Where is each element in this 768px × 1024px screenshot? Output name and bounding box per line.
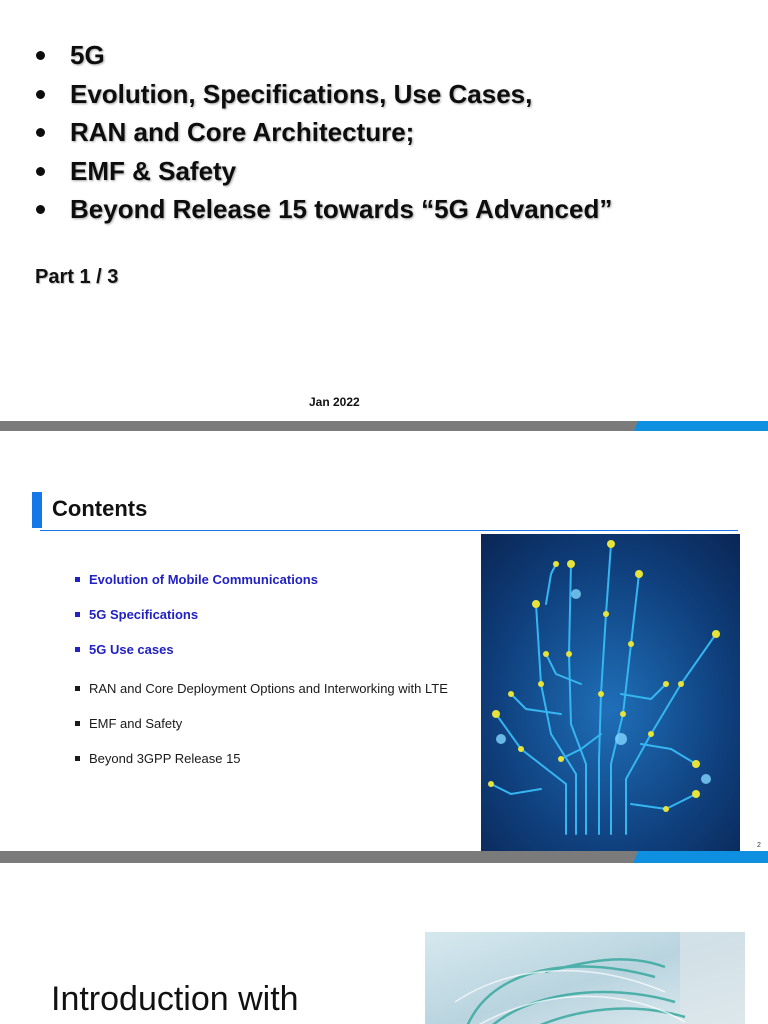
- date-label: Jan 2022: [309, 395, 360, 409]
- footer-accent: [633, 851, 768, 863]
- topic-bullet: Evolution, Specifications, Use Cases,: [30, 75, 612, 114]
- topic-bullet-list: [30, 36, 612, 229]
- topic-bullet: EMF & Safety: [30, 152, 612, 191]
- title-underline: [40, 530, 738, 531]
- title-marker: [32, 492, 42, 528]
- contents-item: Beyond 3GPP Release 15: [74, 746, 474, 772]
- contents-item[interactable]: Evolution of Mobile Communications: [74, 571, 474, 588]
- network-waves-image: [425, 932, 745, 1024]
- topic-bullet: 5G: [30, 36, 612, 75]
- contents-list: [74, 571, 474, 781]
- circuit-hand-image: [481, 534, 740, 852]
- contents-title: Contents: [52, 496, 148, 521]
- intro-slide: [0, 863, 768, 1024]
- part-label: Part 1 / 3: [35, 266, 119, 288]
- topic-bullet: RAN and Core Architecture;: [30, 113, 612, 152]
- contents-item: RAN and Core Deployment Options and Interworking with LTE: [74, 676, 474, 702]
- contents-item: EMF and Safety: [74, 711, 474, 737]
- topic-bullet: Beyond Release 15 towards “5G Advanced”: [30, 190, 612, 229]
- contents-item[interactable]: 5G Specifications: [74, 606, 474, 623]
- intro-title: Introduction with: [51, 980, 299, 1018]
- contents-item[interactable]: 5G Use cases: [74, 641, 474, 658]
- title-slide: [0, 0, 768, 433]
- contents-slide: [0, 433, 768, 863]
- page-number: 2: [757, 842, 761, 849]
